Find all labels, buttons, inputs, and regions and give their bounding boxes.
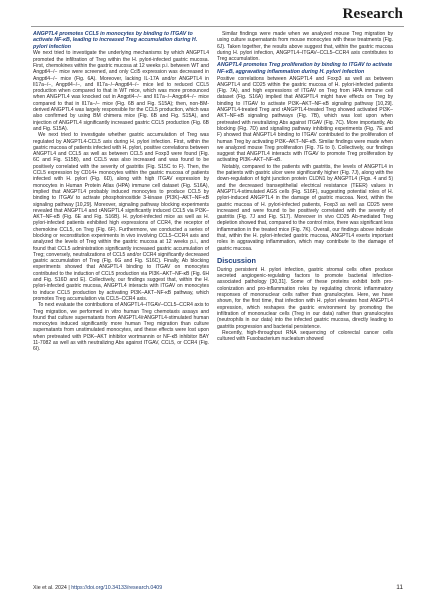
citation-prefix: Xie et al. 2024 | [33,585,72,591]
body-paragraph: We next tried to investigate the underlying mechanisms by which ANGPTL4 promoted the infiltration of Treg within the H. pylori-infected gastric mucosa. First, chemokines within the gastric mucosa at 12 weeks p.i. between WT and Angptl4−/− mice were screened, and only Ccl5 expression was decreased in Angptl4−/− mice (Fig. 6A). Moreover, lacking IL-17A and/or ANGPTL4 in Il17a−/−, Angptl4−/−, and Il17a−/−Angptl4−/− mice led to reduced CCL5 production when compared to that in WT mice, which was more pronounced when ANGPTL4 was knocked out in Angptl4−/− and Il17a−/−Angptl4−/− mice compared to that in Il17a−/− mice (Fig. 6B and Fig. S15A); then, non-BM-derived ANGPTL4 was largely responsible for the CCL5 production, which was also confirmed by using BM chimera mice (Fig. 6B and Fig. S15A), and injection of ANGPTL4 significantly increased gastric CCL5 production (Fig. 6B and Fig. S15A). [33,50,209,132]
header-rule [31,26,404,27]
body-paragraph: During persistent H. pylori infection, gastric stromal cells often produce secreted angiogenic-regulating factors to promote bacterial infection-associated pathology [30,31]. Some of these proteins exhibit both pro-colonization and pro-inflammation roles by regulating chronic inflammatory responses of mononuclear cells rather than granulocytes. Here, we have shown, for the first time, that infection with H. pylori elevates host ANGPTL4 expression, which reshapes the gastric environment by promoting the infiltration of mononuclear cells (Treg in our data) rather than granulocytes (neutrophils in our data) into the infected gastric mucosa, directly leading to gastritis progression and bacterial persistence. [217,266,393,330]
body-paragraph: Recently, high-throughput RNA sequencing of colorectal cancer cells cultured with Fusobacterium nucleatum showed [217,329,393,343]
right-column [217,31,393,342]
journal-name: Research [342,6,403,22]
page-number: 11 [396,584,403,591]
body-paragraph: We next tried to investigate whether gastric accumulation of Treg was regulated by ANGPTL4-CCL5 axis during H. pylori infection. First, within the gastric mucosa of patients infected with H. pylori, positive correlations between ANGPTL4 and CCL5 as well as between CCL5 and Foxp3 were found (Fig. 6C and Fig. S15B), and CCL5 was also increased and was found to be positively correlated with the severity of gastritis (Fig. S15C to F). Then, the CCL5 expression by CD14+ monocytes within the gastric mucosa of patients infected with H. pylori (Fig. 6D), along with high ITGAV expression by monocytes in Human Protein Atlas (HPA) immune cell dataset (Fig. S16A), implied that ANGPTL4 probably induced monocytes to produce CCL5 by binding to ITGAV to activate phosphoinositide 3-kinase (PI3K)–AKT–NF-κB signaling pathway [10,29]. Moreover, signaling pathway blocking experiments revealed that ANGPTL4 and rANGPTL4 significantly induced CCL5 via PI3K–AKT–NF-κB (Fig. 6E and Fig. S16B). H. pylori-infected mice as well as H. pylori-infected patients exhibited high expressions of CCR4, the receptor of chemokine CCL5, on Treg (Fig. 6F). Furthermore, we conducted a series of blocking or reconstitution experiments in vivo involving CCL5–CCR4 axis and analyzed the levels of Treg within the gastric mucosa at 12 weeks p.i., and found that CCL5 administration significantly increased gastric accumulation of Treg; conversely, neutralizations of CCL5 and/or CCR4 significantly decreased gastric accumulation of Treg (Fig. 6G and Fig. S16C). Finally, Ab blocking experiments showed that ANGPTL4 binding to ITGAV on monocytes contributed to the induction of CCL5 production via PI3K–AKT–NF-κB (Fig. 6H and Fig. S16D and E). Collectively, our findings suggest that, within the H. pylori-infected gastric mucosa, ANGPTL4 interacts with ITGAV on monocytes to induce CCL5 production by activating PI3K–AKT–NF-κB pathway, which promotes Treg accumulation via CCL5–CCR4 axis. [33,132,209,302]
left-column [33,31,209,353]
doi-link[interactable]: https://doi.org/10.34133/research.0409 [71,585,163,591]
citation [33,585,162,591]
subsection-heading: ANGPTL4 promotes Treg proliferation by binding to ITGAV to activate NF-κB, aggravating inflammation during H. pylori infection [217,62,393,75]
section-heading: Discussion [217,255,256,265]
subsection-heading: ANGPTL4 promotes CCL5 in monocytes by binding to ITGAV to activate NF-κB, leading to increased Treg accumulation during H. pylori infection [33,31,198,50]
body-paragraph: Positive correlations between ANGPTL4 and Foxp3 as well as between ANGPTL4 and CD25 within the gastric mucosa of H. pylori-infected patients (Fig. 7A), and high expressions of ITGAV on Treg from HPA immune cell dataset (Fig. S16A) implied that ANGPTL4 might have effects on Treg by binding to ITGAV to activate PI3K–AKT–NF-κB signaling pathway [10,29]. ANGPTL4-treated Treg and rANGPTL4-treated Treg showed activated PI3K–AKT–NF-κB signaling pathways (Fig. 7B), which was lost upon when pretreated with neutralizing Abs against ITGAV (Fig. 7C). More importantly, Ab blocking (Fig. 7D) and signaling pathway inhibiting experiments (Fig. 7E and F) showed that ANGPTL4 binding to ITGAV contributed to the proliferation of human Treg by activating PI3K–AKT–NF-κB. Similar findings were made when we analyzed mouse Treg proliferation (Fig. 7G to I). Collectively, our findings suggest that ANGPTL4 interacts with ITGAV to promote Treg proliferation by activating PI3K–AKT–NF-κB. [217,75,393,164]
body-paragraph: To next evaluate the contributions of ANGPTL4–ITGAV–CCL5–CCR4 axis to Treg migration, we performed in vitro human Treg chemotaxis assays and found that culture supernatants from ANGPTL4/rANGPTL4-stimulated human monocytes induced significantly more human Treg migration than culture supernatants from unstimulated monocytes, and these effects were lost upon when pretreated with PI3K–AKT inhibitor wortmannin or NF-κB inhibitor BAY 11-7082 as well as with neutralizing Abs against ITGAV, CCL5, or CCR4 (Fig. 6I). [33,302,209,353]
body-paragraph: Notably, compared to the patients with gastritis, the levels of ANGPTL4 in the patients with gastric ulcer were significantly higher (Fig. 7J), along with the down-regulation of tight junction protein CLDN1 by ANGPTL4 (Figs. 4 and 5) and the decreased transepithelial electrical resistance (TEER) values in ANGPTL4-stimulated AGS cells (Fig. S16F), suggesting potential roles of H. pylori-induced ANGPTL4 in the damage of gastric mucosa. Next, within the gastric mucosa of H. pylori-infected patients, Foxp3 as well as CD25 were increased and were found to be positively correlated with the severity of gastritis (Fig. 7J and Fig. S17). Moreover in vivo CD25 Ab-mediated Treg depletion showed that, compared to the control mice, there was significant less inflammation in the treated mice (Fig. 7K). Overall, our findings above indicate that, within the H. pylori-infected gastric mucosa, ANGPTL4 exerts important roles in aggravating inflammation, which may contribute to the damage of gastric mucosa. [217,163,393,252]
body-paragraph: Similar findings were made when we analyzed mouse Treg migration by using culture supernatants from mouse monocytes with these treatments (Fig. 6J). Taken together, the results above suggest that, within the gastric mucosa during H. pylori infection, ANGPTL4–ITGAV–CCL5–CCR4 axis contributes to Treg accumulation. [217,31,393,63]
